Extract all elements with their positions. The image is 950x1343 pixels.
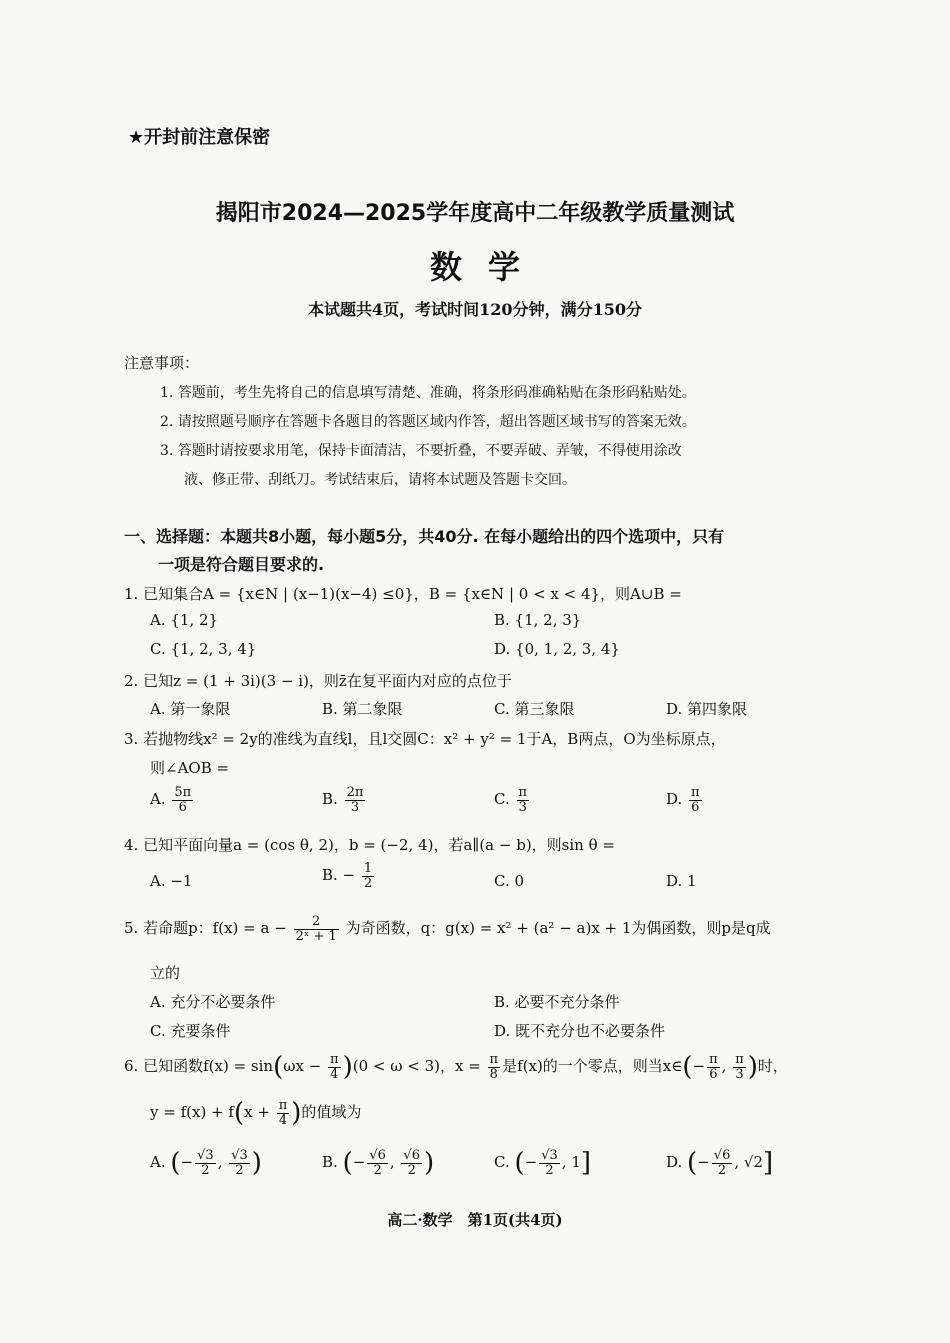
confidential-mark: ★开封前注意保密 (128, 127, 271, 148)
q6-option-c: C. (− $\frac{√3}{2}$ , 1] (494, 1147, 592, 1178)
notice-item: 3. 答题时请按要求用笔，保持卡面清洁，不要折叠，不要弄破、弄皱，不得使用涂改 (160, 443, 682, 459)
q4-option-c: C. 0 (494, 872, 525, 890)
q6-stem-cont: y = f(x) + f(x + $\frac{\pi}{4}$ )的值域为 (150, 1097, 362, 1128)
notice-item: 2. 请按照题号顺序在答题卡各题目的答题区域内作答，超出答题区域书写的答案无效。 (160, 414, 696, 430)
q3-option-a: A. $\frac{5\pi}{6}$ (150, 785, 192, 815)
q3-option-c: C. $\frac{\pi}{3}$ (494, 785, 528, 815)
q2-stem: 2. 已知z = (1 + 3i)(3 − i)，则z̄在复平面内对应的点位于 (124, 672, 512, 690)
q4-option-a: A. −1 (150, 872, 193, 890)
q5-option-b: B. 必要不充分条件 (494, 993, 620, 1011)
q4-option-d: D. 1 (666, 872, 697, 890)
q5-option-d: D. 既不充分也不必要条件 (494, 1022, 666, 1040)
page-footer: 高二·数学 第1页(共4页) (387, 1211, 563, 1229)
q3-stem-cont: 则∠AOB = (150, 759, 230, 777)
notice-item: 液、修正带、刮纸刀。考试结束后，请将本试题及答题卡交回。 (184, 472, 576, 488)
notice-item: 1. 答题前，考生先将自己的信息填写清楚、准确，将条形码准确粘贴在条形码粘贴处。 (160, 385, 696, 401)
q5-stem: 5. 若命题p：f(x) = a − $\frac{2}{\text{2ˣ + 1}}$ 为奇函数，q：g(x) = x² + (a² − a)x + 1为偶函数，则p是q成 (124, 914, 771, 944)
q2-option-d: D. 第四象限 (666, 700, 748, 718)
q3-stem: 3. 若抛物线x² = 2y的准线为直线l，且l交圆C：x² + y² = 1于A，B两点，O为坐标原点， (124, 730, 726, 748)
q6-stem: 6. 已知函数f(x) = sin(ωx − $\frac{\pi}{4}$ )(0 < ω < 3)，x = $\frac{\pi}{8}$ 是f(x)的一个零点，则当x∈(− $\frac{\pi}{6}$ , $\frac{\pi}{3}$ )时， (124, 1051, 788, 1082)
q3-option-d: D. $\frac{\pi}{6}$ (666, 785, 700, 815)
q6-option-d: D. (− $\frac{√6}{2}$ , √2] (666, 1147, 774, 1178)
q1-stem: 1. 已知集合A = {x∈N | (x−1)(x−4) ≤0}，B = {x∈N | 0 < x < 4}，则A∪B = (124, 585, 682, 603)
notice-heading: 注意事项： (124, 354, 200, 372)
subject-title: 数学 (429, 248, 546, 286)
q2-option-c: C. 第三象限 (494, 700, 575, 718)
q4-stem: 4. 已知平面向量a = (cos θ, 2)，b = (−2, 4)，若a∥(a − b)，则sin θ = (124, 836, 615, 854)
q2-option-b: B. 第二象限 (322, 700, 403, 718)
section-heading: 一、选择题：本题共8小题，每小题5分，共40分. 在每小题给出的四个选项中，只有 (124, 527, 725, 546)
q1-option-d: D. {0, 1, 2, 3, 4} (494, 640, 620, 658)
exam-title: 揭阳市2024—2025学年度高中二年级教学质量测试 (215, 201, 735, 226)
q4-option-b: B. − $\frac{1}{2}$ (322, 861, 373, 891)
q1-option-b: B. {1, 2, 3} (494, 611, 582, 629)
q5-option-a: A. 充分不必要条件 (150, 993, 276, 1011)
q5-stem-cont: 立的 (150, 964, 181, 982)
q6-option-b: B. (− $\frac{√6}{2}$ , $\frac{√6}{2}$ ) (322, 1147, 435, 1178)
q1-option-c: C. {1, 2, 3, 4} (150, 640, 257, 658)
q5-option-c: C. 充要条件 (150, 1022, 231, 1040)
q2-option-a: A. 第一象限 (150, 700, 231, 718)
q3-option-b: B. $\frac{2\pi}{3}$ (322, 785, 364, 815)
q1-option-a: A. {1, 2} (150, 611, 219, 629)
exam-info: 本试题共4页，考试时间120分钟，满分150分 (308, 300, 642, 319)
section-heading-cont: 一项是符合题目要求的. (158, 555, 325, 574)
q6-option-a: A. (− $\frac{√3}{2}$ , $\frac{√3}{2}$ ) (150, 1147, 262, 1178)
